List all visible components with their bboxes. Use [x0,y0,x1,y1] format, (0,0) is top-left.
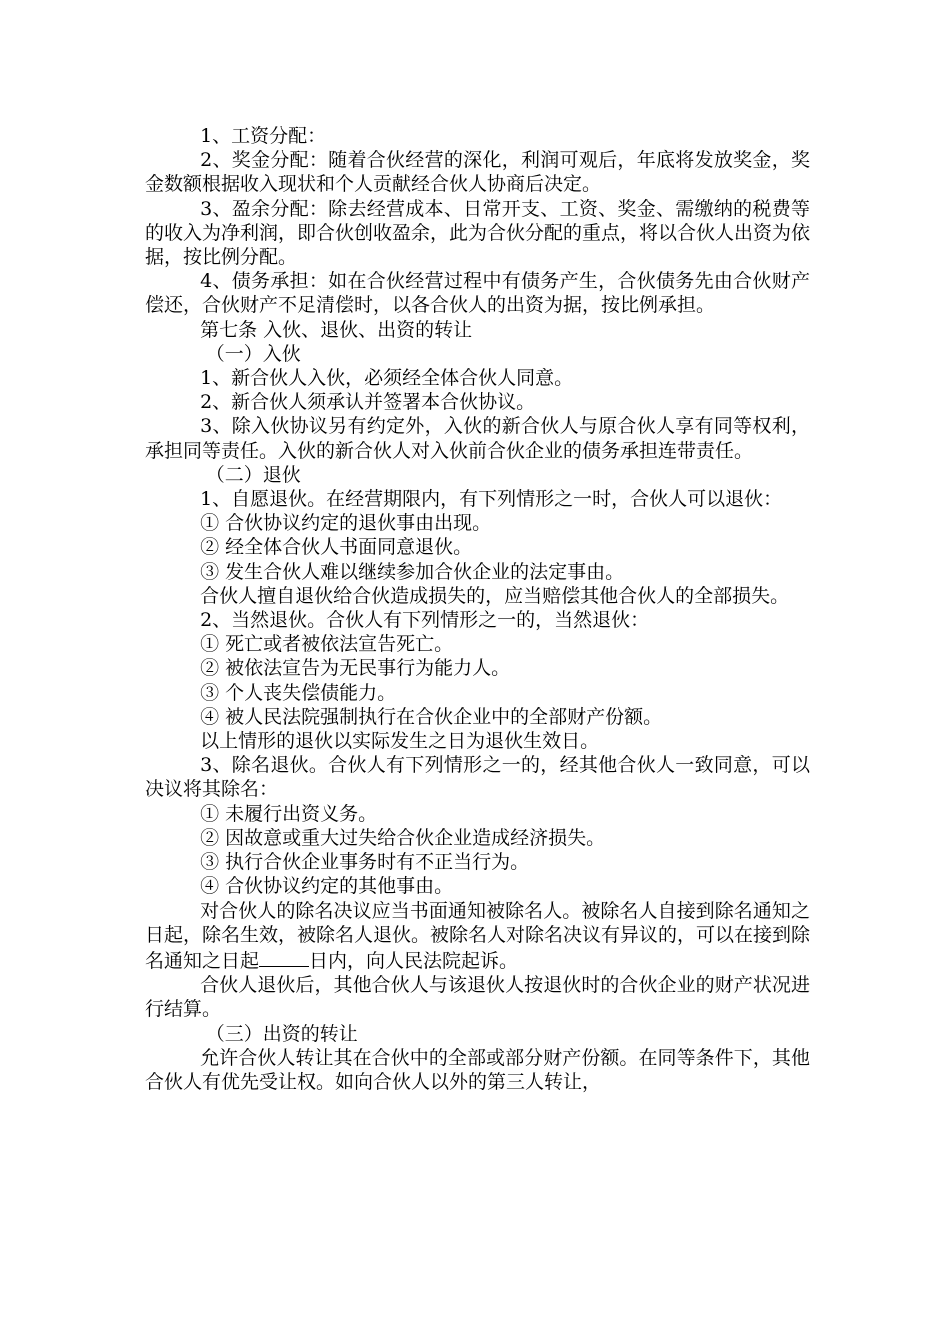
article-seven-heading: 第七条 入伙、退伙、出资的转让 [200,318,473,341]
list-item-expulsion-2: ② 因故意或重大过失给合伙企业造成经济损失。 [200,826,606,849]
document-body [145,124,810,1094]
paragraph-expulsion: 3、除名退伙。合伙人有下列情形之一的，经其他合伙人一致同意，可以决议将其除名： [145,754,810,801]
paragraph-surplus-distribution: 3、盈余分配：除去经营成本、日常开支、工资、奖金、需缴纳的税费等的收入为净利润，即合伙创收盈余，此为合伙分配的重点，将以合伙人出资为依据，按比例分配。 [145,197,811,269]
section-withdrawal-heading: （二）退伙 [205,463,301,486]
paragraph-wage-distribution: 1、工资分配： [200,125,327,147]
list-item-expulsion-4: ④ 合伙协议约定的其他事由。 [200,875,454,898]
list-item-expulsion-1: ① 未履行出资义务。 [200,802,378,825]
paragraph-debt-bearing: 4、债务承担：如在合伙经营过程中有债务产生，合伙债务先由合伙财产偿还，合伙财产不足清偿时，以各合伙人的出资为据，按比例承担。 [145,270,810,317]
paragraph-unauthorized-withdrawal: 合伙人擅自退伙给合伙造成损失的，应当赔偿其他合伙人的全部损失。 [200,584,790,607]
list-item-automatic-4: ④ 被人民法院强制执行在合伙企业中的全部财产份额。 [200,705,663,728]
paragraph-withdrawal-effective-date: 以上情形的退伙以实际发生之日为退伙生效日。 [200,730,600,753]
days-blank-field [259,947,309,967]
list-item-voluntary-2: ② 经全体合伙人书面同意退伙。 [200,536,473,559]
section-transfer-heading: （三）出资的转让 [205,1022,358,1045]
paragraph-transfer: 允许合伙人转让其在合伙中的全部或部分财产份额。在同等条件下，其他合伙人有优先受让权。如向合伙人以外的第三人转让， [145,1046,810,1093]
paragraph-voluntary-withdrawal: 1、自愿退伙。在经营期限内，有下列情形之一时，合伙人可以退伙： [200,488,783,511]
paragraph-bonus-distribution: 2、奖金分配：随着合伙经营的深化，利润可观后，年底将发放奖金，奖金数额根据收入现状和个人贡献经合伙人协商后决定。 [145,149,810,196]
paragraph-joining-1: 1、新合伙人入伙，必须经全体合伙人同意。 [200,367,574,390]
paragraph-joining-3: 3、除入伙协议另有约定外，入伙的新合伙人与原合伙人享有同等权利，承担同等责任。入伙的新合伙人对入伙前合伙企业的债务承担连带责任。 [145,415,810,462]
list-item-automatic-2: ② 被依法宣告为无民事行为能力人。 [200,657,511,680]
expulsion-notice-suffix: 日内，向人民法院起诉。 [309,949,519,972]
list-item-voluntary-1: ① 合伙协议约定的退伙事由出现。 [200,512,492,535]
paragraph-settlement: 合伙人退伙后，其他合伙人与该退伙人按退伙时的合伙企业的财产状况进行结算。 [145,974,810,1021]
section-joining-heading: （一）入伙 [205,342,301,365]
paragraph-expulsion-notice [145,899,810,974]
list-item-expulsion-3: ③ 执行合伙企业事务时有不正当行为。 [200,851,530,874]
paragraph-joining-2: 2、新合伙人须承认并签署本合伙协议。 [200,391,536,414]
list-item-automatic-3: ③ 个人丧失偿债能力。 [200,681,397,704]
list-item-voluntary-3: ③ 发生合伙人难以继续参加合伙企业的法定事由。 [200,560,625,583]
list-item-automatic-1: ① 死亡或者被依法宣告死亡。 [200,633,454,656]
expulsion-notice-text: 对合伙人的除名决议应当书面通知被除名人。被除名人自接到除名通知之日起，除名生效，被除名人退伙。被除名人对除名决议有异议的，可以在接到除名通知之日起 [145,899,811,972]
paragraph-automatic-withdrawal: 2、当然退伙。合伙人有下列情形之一的，当然退伙： [200,609,650,632]
